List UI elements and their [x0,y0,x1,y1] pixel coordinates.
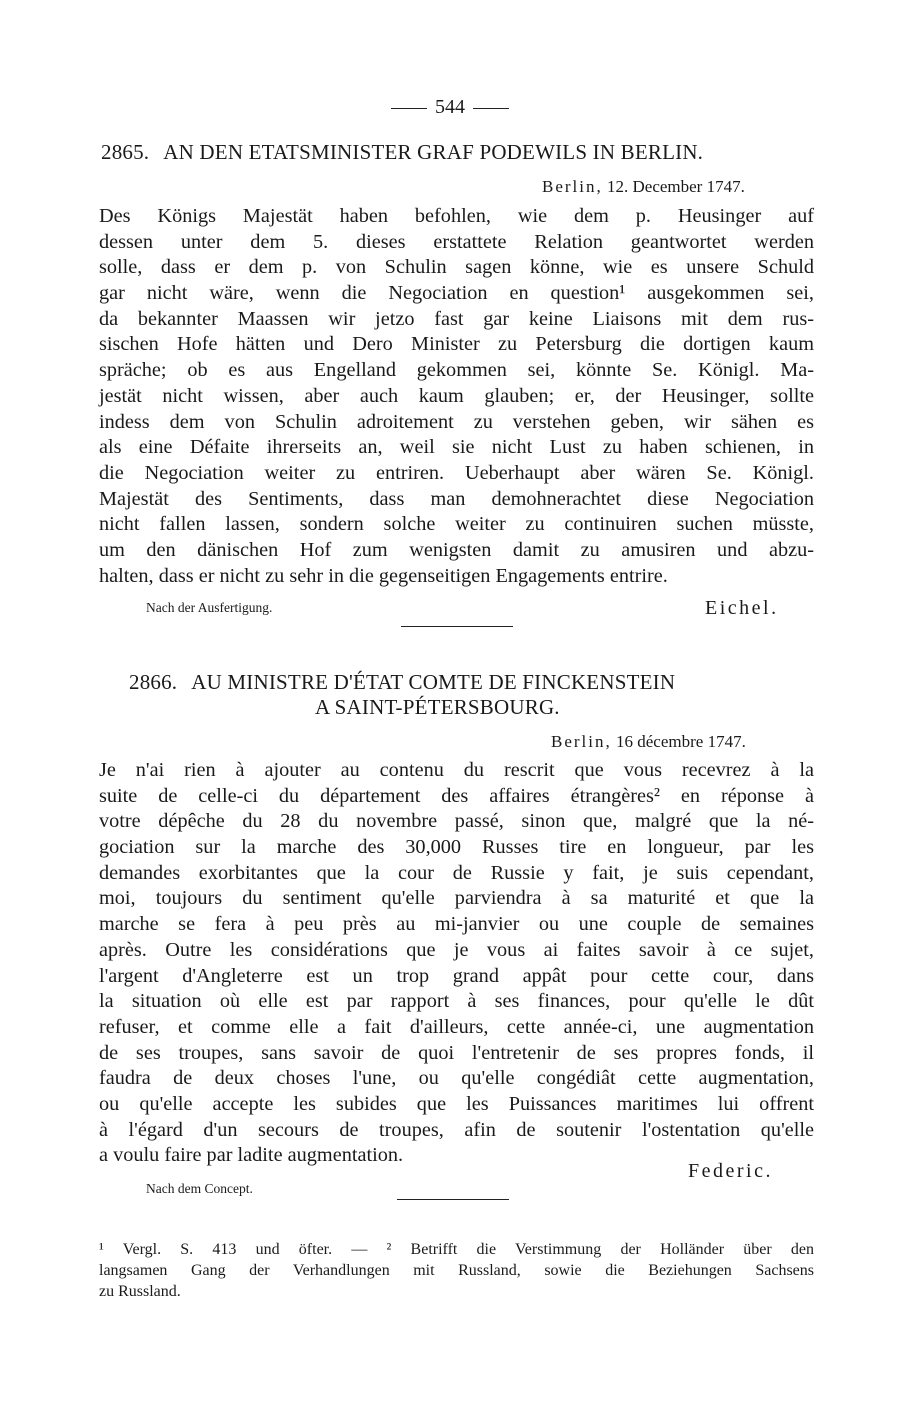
letter2-title-line1: AU MINISTRE D'ÉTAT COMTE DE FINCKENSTEIN [191,670,676,694]
page-number-dash-left [391,108,427,109]
letter1-dateline [542,177,745,197]
letter2-body-line: votre dépêche du 28 du novembre passé, sinon que, malgré que la né- [99,810,814,833]
letter2-date: 16 décembre 1747. [616,732,746,751]
letter1-body-line: spräche; ob es aus Engelland gekommen sei, könnte Se. Königl. Ma- [99,359,814,382]
letter2-heading [129,670,675,695]
page-number-text: 544 [435,96,465,118]
letter1-date: 12. December 1747. [607,177,745,196]
separator-rule-1 [401,626,513,627]
letter1-signature: Eichel. [705,597,779,619]
page-number [0,96,900,119]
letter2-body-line: a voulu faire par ladite augmentation. [99,1144,404,1167]
letter2-body-line: l'argent d'Angleterre est un trop grand appât pour cette cour, dans [99,964,814,987]
letter2-body-line: à l'égard d'un secours de troupes, afin de soutenir l'ostentation qu'elle [99,1118,814,1141]
letter1-body-line: Majestät des Sentiments, dass man demohnerachtet diese Negociation [99,487,814,510]
letter1-heading [101,140,703,165]
letter1-body-line: halten, dass er nicht zu sehr in die gegenseitigen Engagements entrire. [99,564,668,587]
letter1-body-line: indess dem von Schulin adroitement zu verstehen geben, wir sähen es [99,410,814,433]
letter2-body-line: Je n'ai rien à ajouter au contenu du rescrit que vous recevrez à la [99,759,814,781]
letter1-body-line: da bekannter Maassen wir jetzo fast gar keine Liaisons mit dem rus- [99,307,814,330]
letter1-body-line: dessen unter dem 5. dieses erstattete Relation geantwortet werden [99,230,814,253]
letter1-body-line: solle, dass er dem p. von Schulin sagen könne, wie es unsere Schuld [99,256,814,279]
letter2-body-line: de ses troupes, sans savoir de quoi l'entretenir de ses propres fonds, il [99,1041,814,1064]
letter2-body-line: la situation où elle est par rapport à ses finances, pour qu'elle le dût [99,990,814,1013]
letter1-body-line: nicht fallen lassen, sondern solche weiter zu continuiren suchen müsste, [99,513,814,536]
letter2-number: 2866. [129,670,178,694]
letter2-body-line: suite de celle-ci du département des affaires étrangères² en réponse à [99,784,814,807]
letter1-body-line: die Negociation weiter zu entriren. Ueberhaupt aber wären Se. Königl. [99,461,814,484]
letter1-date-place: Berlin, [542,177,603,196]
letter1-title: AN DEN ETATSMINISTER GRAF PODEWILS IN BERLIN. [163,140,704,164]
footnotes [99,1239,814,1302]
letter2-body-line: ou qu'elle accepte les subides que les Puissances maritimes lui offrent [99,1092,814,1115]
letter1-body-line: gar nicht wäre, wenn die Negociation en question¹ ausgekommen sei, [99,282,814,305]
letter2-body [99,758,814,1169]
letter2-body-line: refuser, et comme elle a fait d'ailleurs, cette année-ci, une augmentation [99,1015,814,1038]
letter1-number: 2865. [101,140,150,164]
letter1-body-line: sischen Hofe hätten und Dero Minister zu Petersburg die dortigen kaum [99,333,814,356]
letter2-body-line: après. Outre les considérations que je vous ai faites savoir à ce sujet, [99,938,814,961]
letter2-signature: Federic. [688,1160,773,1182]
footnote-line: langsamen Gang der Verhandlungen mit Russland, sowie die Beziehungen Sachsens [99,1262,814,1279]
letter1-body-line: Des Königs Majestät haben befohlen, wie dem p. Heusinger auf [99,205,814,227]
page-number-dash-right [473,108,509,109]
letter1-body-line: um den dänischen Hof zum wenigsten damit zu amusiren und abzu- [99,538,814,561]
letter2-body-line: demandes exorbitantes que la cour de Russie y fait, je suis cependant, [99,861,814,884]
letter1-source-note: Nach der Ausfertigung. [146,600,273,615]
letter2-title-line2: A SAINT-PÉTERSBOURG. [315,695,560,719]
footnote-line: zu Russland. [99,1283,181,1300]
letter2-body-line: moi, toujours du sentiment qu'elle parviendra à sa maturité et que la [99,887,814,910]
letter1-body-line: als eine Défaite ihrerseits an, weil sie nicht Lust zu haben schienen, in [99,436,814,459]
letter1-body [99,204,814,589]
letter1-body-line: jestät nicht wissen, aber auch kaum glauben; er, der Heusinger, sollte [99,384,814,407]
letter2-body-line: marche se fera à peu près au mi-janvier ou une couple de semaines [99,913,814,936]
letter2-date-place: Berlin, [551,732,612,751]
letter2-dateline [551,732,746,752]
letter2-body-line: faudra de deux choses l'une, ou qu'elle congédiât cette augmentation, [99,1067,814,1090]
footnote-line: ¹ Vergl. S. 413 und öfter. — ² Betrifft die Verstimmung der Holländer über den [99,1241,814,1258]
separator-rule-2 [397,1199,509,1200]
letter2-source-note: Nach dem Concept. [146,1181,253,1196]
letter2-body-line: gociation sur la marche des 30,000 Russes tire en longueur, par les [99,836,814,859]
